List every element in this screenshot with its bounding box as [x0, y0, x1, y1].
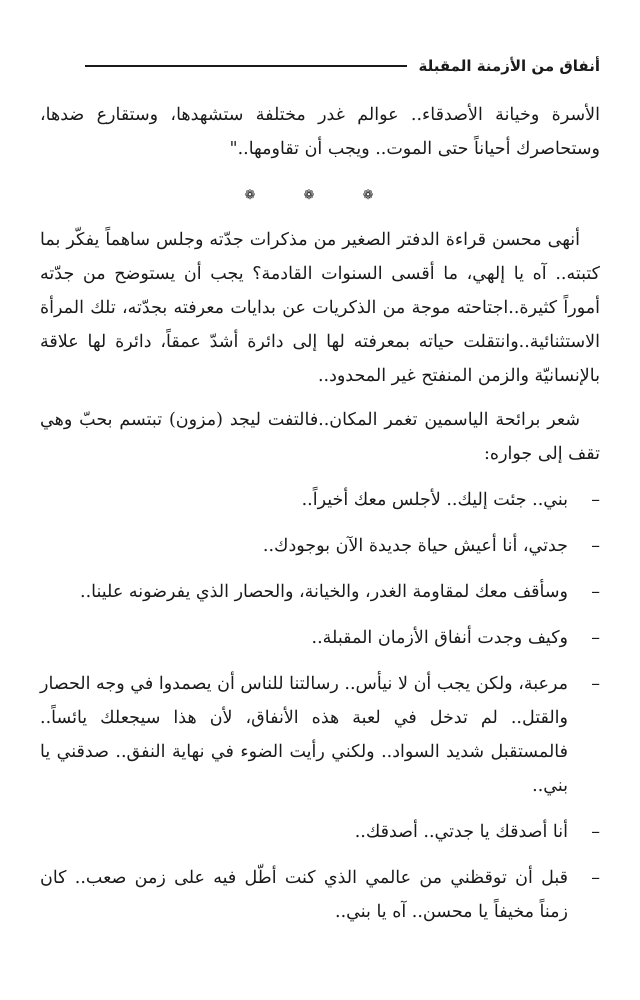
dialogue-text: بني.. جئت إليك.. لأجلس معك أخيراً.. [301, 490, 568, 510]
dialogue-dash: – [591, 582, 600, 602]
dialogue-line [40, 815, 600, 849]
dialogue-dash: – [591, 822, 600, 842]
running-title: أنفاق من الأزمنة المقبلة [418, 57, 600, 75]
dialogue-text: قبل أن توقظني من عالمي الذي كنت أطّل فيه على زمن صعب.. كان زمناً مخيفاً يا محسن.. آه يا بني.. [40, 868, 568, 922]
section-ornament: ❁ ❁ ❁ [244, 188, 396, 203]
paragraph-2: أنهى محسن قراءة الدفتر الصغير من مذكرات جدّته وجلس ساهماً يفكّر بما كتبته.. آه يا إلهي، ما أقسى السنوات القادمة؟ يجب أن يستوضح من جدّته أموراً كثيرة..اجتاحته موجة من الذكريات عن بدايات معرفته بجدّته، تلك المرأة الاستثنائية..وانتقلت حياته بمعرفته لها إلى دائرة أشدّ عمقاً، دائرة لها علاقة بالإنسانيّة والزمن المنفتح غير المحدود.. [40, 230, 600, 386]
dialogue-dash: – [591, 628, 600, 648]
dialogue-line [40, 667, 600, 803]
paragraph-3: شعر برائحة الياسمين تغمر المكان..فالتفت ليجد (مزون) تبتسم بحبّ وهي تقف إلى جواره: [40, 410, 600, 464]
dialogue-text: وسأقف معك لمقاومة الغدر، والخيانة، والحصار الذي يفرضونه علينا.. [80, 582, 568, 602]
dialogue-line [40, 529, 600, 563]
paragraph-1: الأسرة وخيانة الأصدقاء.. عوالم غدر مختلفة ستشهدها، وستقارع ضدها، وستحاصرك أحياناً حتى الموت.. ويجب أن تقاومها.." [40, 105, 600, 159]
dialogue-dash: – [591, 490, 600, 510]
dialogue-dash: – [591, 868, 600, 888]
dialogue-list [40, 483, 600, 929]
dialogue-line [40, 621, 600, 655]
dialogue-line [40, 483, 600, 517]
dialogue-text: جدتي، أنا أعيش حياة جديدة الآن بوجودك.. [262, 536, 568, 556]
dialogue-line [40, 575, 600, 609]
dialogue-dash: – [591, 536, 600, 556]
dialogue-text: وكيف وجدت أنفاق الأزمان المقبلة.. [311, 628, 568, 648]
dialogue-line [40, 861, 600, 929]
dialogue-text: أنا أصدقك يا جدتي.. أصدقك.. [354, 822, 568, 842]
header-rule [85, 65, 407, 67]
dialogue-text: مرعبة، ولكن يجب أن لا نيأس.. رسالتنا للناس أن يصمدوا في وجه الحصار والقتل.. لم تدخل في لعبة هذه الأنفاق، لأن هذا سيجعلك يائساً.. فالمستقبل شديد السواد.. ولكني رأيت الضوء في نهاية النفق.. صدقني يا بني.. [40, 674, 568, 796]
dialogue-dash: – [591, 674, 600, 694]
running-header [40, 52, 600, 80]
